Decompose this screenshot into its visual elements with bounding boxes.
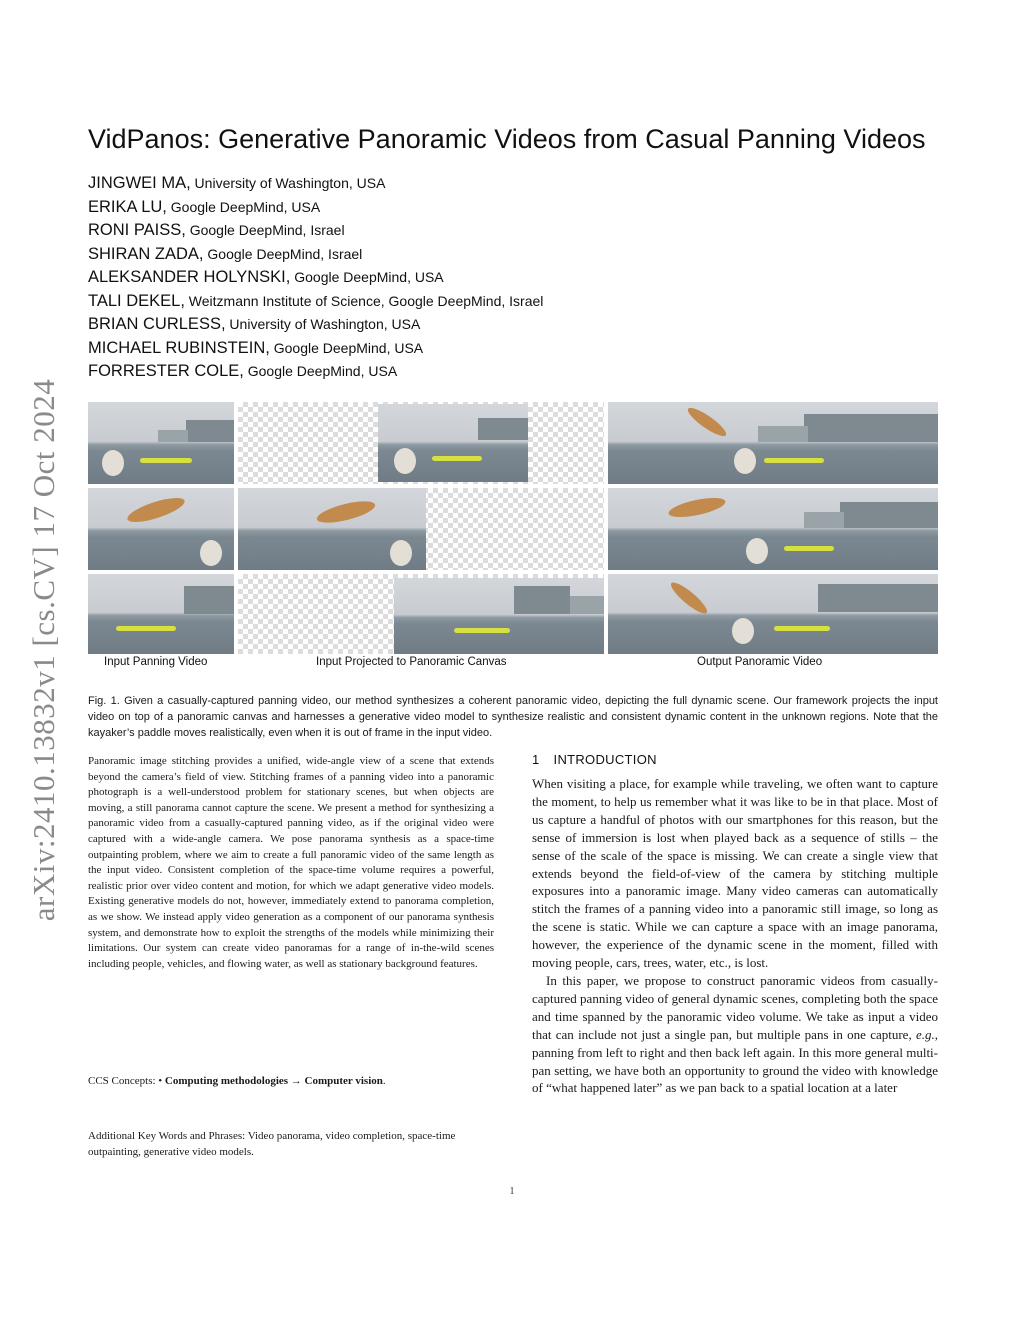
author-affiliation: Google DeepMind, USA bbox=[166, 198, 321, 215]
intro-text: In this paper, we propose to construct panoramic videos from casually-captured panning video of general dynamic scenes, completing both the space and time spanned by the panoramic video volume. We take as input a video that can include not just a single pan, but multiple pans in one capture, bbox=[532, 972, 938, 1042]
label-projected: Input Projected to Panoramic Canvas bbox=[316, 656, 507, 668]
author-line bbox=[88, 172, 543, 196]
ccs-concept: Computing methodologies bbox=[164, 1075, 289, 1087]
ccs-subconcept: Computer vision bbox=[304, 1075, 383, 1087]
input-frame bbox=[88, 574, 234, 654]
author-affiliation: Google DeepMind, Israel bbox=[185, 222, 345, 238]
abstract: Panoramic image stitching provides a unified, wide-angle view of a scene that extends beyond the camera’s field of view. Stitching frames of a panning video into a panoramic photograph is a well-understood problem for stationary scenes, but when objects are moving, a still panorama cannot capture the scene. We present a method for synthesizing a panoramic video from a casually-captured panning video, as if the original video were captured with a wide-angle camera. We pose panorama synthesis as a space-time outpainting problem, where we aim to create a full panoramic video of the same length as the input video. Consistent completion of the space-time volume requires a powerful, realistic prior over video content and motion, for which we adapt generative video models. Existing generative models do not, however, immediately extend to panorama completion, as we show. We instead apply video generation as a component of our panorama synthesis system, and demonstrate how to exploit the strengths of the models while minimizing their limitations. Our system can create video panoramas for a range of in-the-wild scenes including people, vehicles, and flowing water, as well as stationary background features. bbox=[88, 755, 494, 970]
author-name: RONI PAISS, bbox=[88, 221, 186, 239]
section-title: INTRODUCTION bbox=[553, 752, 657, 767]
author-line bbox=[88, 313, 543, 337]
intro-paragraph bbox=[532, 972, 938, 1097]
author-line bbox=[88, 266, 543, 290]
arxiv-identifier: arXiv:2410.13832v1 [cs.CV] 17 Oct 2024 bbox=[26, 378, 61, 922]
author-affiliation: Google DeepMind, Israel bbox=[203, 245, 363, 262]
intro-eg: e.g. bbox=[915, 1026, 935, 1042]
author-list bbox=[88, 172, 543, 384]
author-affiliation: Google DeepMind, USA bbox=[243, 363, 398, 379]
input-frame bbox=[88, 402, 234, 484]
projected-frame bbox=[378, 404, 528, 482]
author-affiliation: University of Washington, USA bbox=[225, 316, 421, 332]
author-name: TALI DEKEL, bbox=[88, 291, 185, 310]
author-line bbox=[88, 360, 543, 384]
paper-title: VidPanos: Generative Panoramic Videos from Casual Panning Videos bbox=[88, 124, 926, 154]
author-affiliation: University of Washington, USA bbox=[190, 175, 386, 191]
ccs-suffix: . bbox=[382, 1075, 386, 1087]
author-affiliation: Google DeepMind, USA bbox=[290, 269, 444, 285]
ccs-arrow: → bbox=[288, 1075, 305, 1087]
author-name: BRIAN CURLESS, bbox=[88, 315, 226, 333]
output-frame bbox=[608, 488, 938, 570]
label-output-video: Output Panoramic Video bbox=[697, 656, 823, 668]
section-heading bbox=[532, 752, 657, 767]
output-frame bbox=[608, 574, 938, 654]
projected-frame bbox=[394, 578, 604, 654]
author-name: FORRESTER COLE, bbox=[88, 362, 244, 380]
figure-caption: Fig. 1. Given a casually-captured panning video, our method synthesizes a coherent panoramic video, depicting the full dynamic scene. Our framework projects the input video on top of a panoramic canvas and harnesses a generative video model to synthesize realistic and consistent dynamic content in the unknown regions. Note that the kayaker’s paddle moves realistically, even when it is out of frame in the input video. bbox=[88, 695, 938, 739]
author-name: JINGWEI MA, bbox=[88, 174, 191, 192]
projected-frame bbox=[238, 488, 426, 570]
intro-paragraph: When visiting a place, for example while traveling, we often want to capture the moment, to help us remember what it was like to be in that place. Most of us capture a handful of photos with our smartphones for this reason, but the sense of immersion is lost when played back as a sequence of stills – the sense of the scale of the space is missing. We can create a single view that extends beyond the field-of-view of the camera by stitching multiple exposures into a panoramic image. Many video cameras can automatically stitch the frames of a panning video into a panoramic still image, so long as the scene is static. While we can capture a space with an image panorama, however, the experience of the dynamic scene in the moment, filled with moving people, cars, trees, water, etc., is lost. bbox=[532, 776, 938, 971]
ccs-concepts bbox=[88, 1074, 494, 1090]
author-name: ERIKA LU, bbox=[88, 197, 167, 216]
label-input-video: Input Panning Video bbox=[104, 656, 208, 668]
ccs-prefix: CCS Concepts: • bbox=[88, 1075, 165, 1087]
author-line bbox=[88, 337, 543, 361]
author-affiliation: Google DeepMind, USA bbox=[269, 339, 424, 356]
author-line bbox=[88, 290, 543, 314]
intro-text: , panning from left to right and then back left again. In this more general multi-pan setting, we have both an opportunity to ground the video with knowledge of “what happened later” as we pan back to a spatial location at a later bbox=[532, 1026, 938, 1096]
author-line bbox=[88, 196, 543, 220]
input-frame bbox=[88, 488, 234, 570]
output-frame bbox=[608, 402, 938, 484]
author-affiliation: Weitzmann Institute of Science, Google DeepMind, Israel bbox=[184, 292, 544, 309]
teaser-figure bbox=[88, 402, 938, 672]
keywords: Additional Key Words and Phrases: Video panorama, video completion, space-time outpainting, generative video models. bbox=[88, 1130, 456, 1158]
author-name: ALEKSANDER HOLYNSKI, bbox=[88, 268, 291, 286]
panorama-canvas bbox=[238, 402, 604, 484]
arxiv-sidebar bbox=[24, 355, 64, 945]
panorama-canvas bbox=[238, 488, 604, 570]
author-line bbox=[88, 243, 543, 267]
page-number: 1 bbox=[509, 1186, 515, 1197]
author-name: SHIRAN ZADA, bbox=[88, 244, 204, 263]
introduction-body bbox=[532, 775, 938, 1097]
author-line bbox=[88, 219, 543, 243]
section-number: 1 bbox=[532, 752, 540, 767]
panorama-canvas bbox=[238, 574, 604, 654]
author-name: MICHAEL RUBINSTEIN, bbox=[88, 338, 270, 357]
